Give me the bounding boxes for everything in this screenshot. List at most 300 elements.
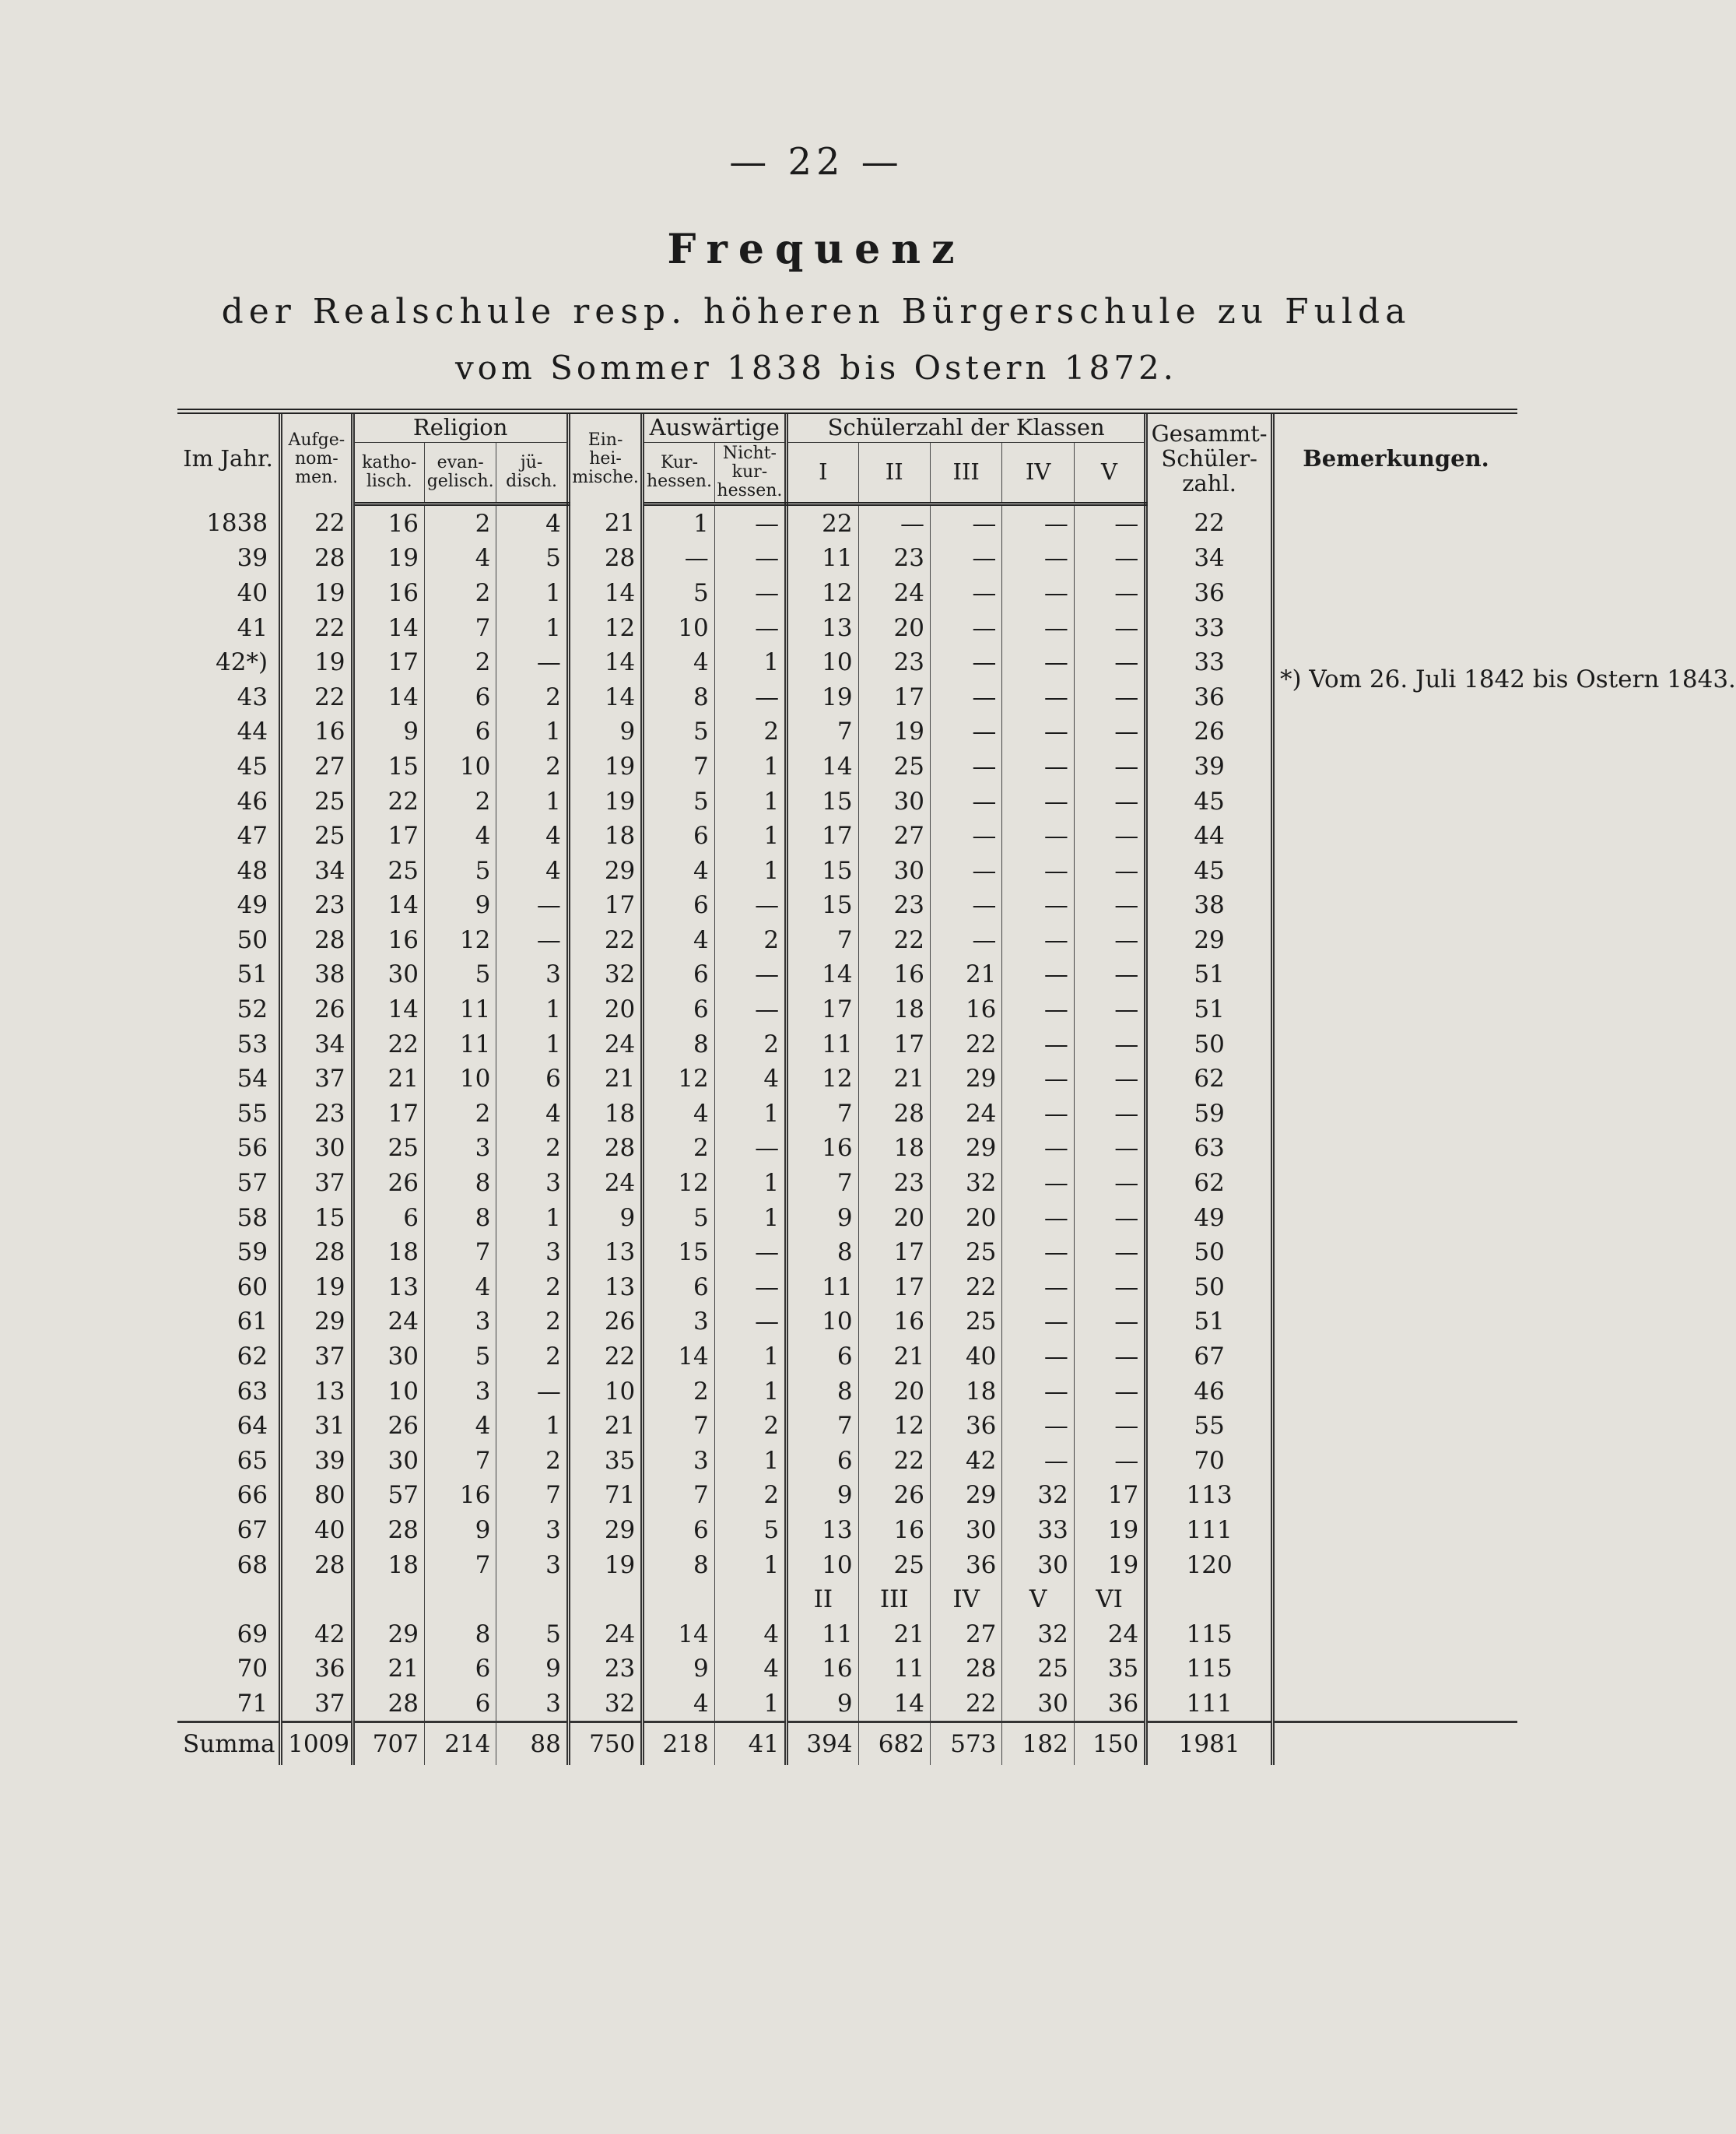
value-cell: 44 bbox=[1146, 819, 1273, 854]
value-cell: — bbox=[1074, 645, 1145, 680]
value-cell: — bbox=[1002, 645, 1074, 680]
value-cell: 36 bbox=[1146, 576, 1273, 611]
table-row bbox=[177, 1166, 1517, 1201]
value-cell: 23 bbox=[858, 888, 930, 923]
value-cell: — bbox=[1002, 1027, 1074, 1062]
value-cell: 22 bbox=[1146, 504, 1273, 541]
bemerkung-cell bbox=[1272, 1339, 1517, 1374]
page-number: — 22 — bbox=[729, 140, 903, 184]
value-cell: — bbox=[930, 541, 1001, 576]
table-row bbox=[177, 1409, 1517, 1444]
value-cell: 12 bbox=[568, 610, 642, 645]
value-cell: 37 bbox=[281, 1166, 352, 1201]
value-cell: 28 bbox=[352, 1686, 424, 1722]
table-row bbox=[177, 1062, 1517, 1097]
value-cell: 16 bbox=[352, 504, 424, 541]
value-cell: 1 bbox=[496, 1200, 568, 1235]
value-cell: 7 bbox=[787, 1409, 858, 1444]
class-label-5: VI bbox=[1074, 1582, 1145, 1617]
value-cell: 111 bbox=[1146, 1686, 1273, 1722]
value-cell: 3 bbox=[643, 1443, 714, 1478]
value-cell: — bbox=[714, 504, 786, 541]
value-cell: 19 bbox=[568, 1547, 642, 1582]
value-cell: 6 bbox=[424, 1651, 496, 1686]
value-cell: 17 bbox=[787, 819, 858, 854]
value-cell: 13 bbox=[568, 1270, 642, 1305]
value-cell: 1 bbox=[496, 714, 568, 749]
table-row bbox=[177, 714, 1517, 749]
table-row bbox=[177, 610, 1517, 645]
value-cell: 32 bbox=[930, 1166, 1001, 1201]
value-cell: 22 bbox=[281, 679, 352, 714]
value-cell: 21 bbox=[930, 957, 1001, 992]
value-cell: 9 bbox=[643, 1651, 714, 1686]
value-cell: 30 bbox=[858, 784, 930, 819]
table-row bbox=[177, 1235, 1517, 1270]
value-cell: — bbox=[496, 923, 568, 958]
value-cell: 4 bbox=[643, 853, 714, 888]
value-cell: — bbox=[930, 923, 1001, 958]
value-cell: 22 bbox=[930, 1027, 1001, 1062]
empty-cell bbox=[643, 1582, 714, 1617]
value-cell: 10 bbox=[424, 1062, 496, 1097]
value-cell: 28 bbox=[930, 1651, 1001, 1686]
value-cell: 9 bbox=[424, 888, 496, 923]
value-cell: 2 bbox=[643, 1131, 714, 1166]
year-cell: 64 bbox=[177, 1409, 281, 1444]
value-cell: 17 bbox=[568, 888, 642, 923]
header-auswaertige: Auswärtige bbox=[643, 412, 787, 443]
header-einheimische: Ein- hei- mische. bbox=[568, 412, 642, 504]
value-cell: 29 bbox=[1146, 923, 1273, 958]
value-cell: — bbox=[1074, 853, 1145, 888]
bemerkung-cell bbox=[1272, 1027, 1517, 1062]
value-cell: 36 bbox=[1074, 1686, 1145, 1722]
value-cell: 42 bbox=[930, 1443, 1001, 1478]
bemerkung-cell bbox=[1272, 576, 1517, 611]
bemerkung-cell bbox=[1272, 853, 1517, 888]
value-cell: 4 bbox=[496, 819, 568, 854]
value-cell: 2 bbox=[714, 1478, 786, 1513]
year-cell: 48 bbox=[177, 853, 281, 888]
value-cell: 1981 bbox=[1146, 1722, 1273, 1766]
value-cell: 2 bbox=[496, 749, 568, 784]
value-cell: 3 bbox=[424, 1374, 496, 1409]
value-cell: 22 bbox=[281, 610, 352, 645]
value-cell: 29 bbox=[930, 1062, 1001, 1097]
value-cell: 16 bbox=[787, 1651, 858, 1686]
value-cell: — bbox=[1074, 714, 1145, 749]
value-cell: 11 bbox=[424, 992, 496, 1027]
value-cell: 2 bbox=[714, 1409, 786, 1444]
value-cell: 88 bbox=[496, 1722, 568, 1766]
value-cell: 23 bbox=[568, 1651, 642, 1686]
bemerkung-1842: *) Vom 26. Juli 1842 bis Ostern 1843. bbox=[1279, 665, 1736, 694]
value-cell: 19 bbox=[281, 576, 352, 611]
value-cell: — bbox=[1074, 992, 1145, 1027]
value-cell: 4 bbox=[643, 923, 714, 958]
value-cell: — bbox=[930, 714, 1001, 749]
header-gesammt: Gesammt- Schüler- zahl. bbox=[1146, 412, 1273, 504]
value-cell: 51 bbox=[1146, 992, 1273, 1027]
value-cell: 40 bbox=[930, 1339, 1001, 1374]
value-cell: 573 bbox=[930, 1722, 1001, 1766]
bemerkung-cell bbox=[1272, 1686, 1517, 1722]
value-cell: 15 bbox=[281, 1200, 352, 1235]
value-cell: 9 bbox=[568, 714, 642, 749]
value-cell: 39 bbox=[1146, 749, 1273, 784]
year-cell: 59 bbox=[177, 1235, 281, 1270]
value-cell: 30 bbox=[858, 853, 930, 888]
value-cell: 12 bbox=[643, 1062, 714, 1097]
year-cell: 63 bbox=[177, 1374, 281, 1409]
value-cell: 8 bbox=[787, 1235, 858, 1270]
empty-cell bbox=[281, 1582, 352, 1617]
value-cell: 3 bbox=[496, 957, 568, 992]
value-cell: 5 bbox=[496, 1616, 568, 1651]
year-cell: 44 bbox=[177, 714, 281, 749]
summa-row bbox=[177, 1722, 1517, 1766]
value-cell: 14 bbox=[787, 749, 858, 784]
value-cell: — bbox=[1074, 749, 1145, 784]
table-row bbox=[177, 504, 1517, 541]
value-cell: — bbox=[714, 541, 786, 576]
value-cell: 7 bbox=[787, 923, 858, 958]
value-cell: 55 bbox=[1146, 1409, 1273, 1444]
value-cell: 59 bbox=[1146, 1097, 1273, 1132]
value-cell: — bbox=[1002, 853, 1074, 888]
value-cell: 2 bbox=[714, 923, 786, 958]
value-cell: — bbox=[930, 888, 1001, 923]
year-cell: 46 bbox=[177, 784, 281, 819]
bemerkung-cell bbox=[1272, 714, 1517, 749]
class-label-3: IV bbox=[930, 1582, 1001, 1617]
table-row bbox=[177, 1443, 1517, 1478]
table-row bbox=[177, 957, 1517, 992]
value-cell: — bbox=[930, 504, 1001, 541]
header-aufgenommen: Aufge- nom- men. bbox=[281, 412, 352, 504]
year-cell: 54 bbox=[177, 1062, 281, 1097]
frequency-table-body bbox=[177, 504, 1736, 1765]
bemerkung-cell bbox=[1272, 1409, 1517, 1444]
value-cell: — bbox=[1074, 1374, 1145, 1409]
value-cell: — bbox=[1002, 1409, 1074, 1444]
value-cell: 25 bbox=[930, 1304, 1001, 1339]
value-cell: 16 bbox=[352, 576, 424, 611]
table-row bbox=[177, 1304, 1517, 1339]
value-cell: 115 bbox=[1146, 1616, 1273, 1651]
value-cell: — bbox=[930, 645, 1001, 680]
value-cell: 111 bbox=[1146, 1513, 1273, 1548]
value-cell: 1 bbox=[496, 992, 568, 1027]
value-cell: 6 bbox=[643, 992, 714, 1027]
value-cell: 23 bbox=[281, 1097, 352, 1132]
value-cell: 18 bbox=[352, 1235, 424, 1270]
value-cell: 7 bbox=[787, 1166, 858, 1201]
table-row bbox=[177, 784, 1517, 819]
value-cell: 62 bbox=[1146, 1062, 1273, 1097]
value-cell: 2 bbox=[424, 784, 496, 819]
value-cell: 36 bbox=[1146, 679, 1273, 714]
bemerkung-cell bbox=[1272, 610, 1517, 645]
value-cell: — bbox=[1002, 714, 1074, 749]
value-cell: 15 bbox=[352, 749, 424, 784]
header-nichtkurhessen: Nicht- kur- hessen. bbox=[714, 442, 786, 504]
header-im-jahr: Im Jahr. bbox=[177, 412, 281, 504]
table-row bbox=[177, 1547, 1517, 1582]
value-cell: 7 bbox=[787, 714, 858, 749]
value-cell: 34 bbox=[281, 1027, 352, 1062]
table-row bbox=[177, 576, 1517, 611]
value-cell: 19 bbox=[281, 645, 352, 680]
value-cell: 12 bbox=[424, 923, 496, 958]
value-cell: 25 bbox=[858, 749, 930, 784]
value-cell: — bbox=[1002, 1097, 1074, 1132]
value-cell: 750 bbox=[568, 1722, 642, 1766]
value-cell: 19 bbox=[787, 679, 858, 714]
empty-cell bbox=[714, 1582, 786, 1617]
value-cell: 4 bbox=[714, 1062, 786, 1097]
value-cell: — bbox=[1002, 1270, 1074, 1305]
table-row bbox=[177, 1339, 1517, 1374]
value-cell: 22 bbox=[281, 504, 352, 541]
value-cell: 20 bbox=[568, 992, 642, 1027]
value-cell: — bbox=[1002, 504, 1074, 541]
value-cell: 6 bbox=[643, 888, 714, 923]
value-cell: 13 bbox=[352, 1270, 424, 1305]
value-cell: 11 bbox=[787, 1616, 858, 1651]
value-cell: 28 bbox=[281, 1547, 352, 1582]
value-cell: 14 bbox=[352, 679, 424, 714]
value-cell: 23 bbox=[858, 541, 930, 576]
value-cell: — bbox=[1074, 1166, 1145, 1201]
value-cell: 6 bbox=[787, 1339, 858, 1374]
value-cell: — bbox=[1002, 610, 1074, 645]
value-cell: 36 bbox=[930, 1409, 1001, 1444]
value-cell: 120 bbox=[1146, 1547, 1273, 1582]
value-cell: 3 bbox=[496, 1513, 568, 1548]
value-cell: 10 bbox=[787, 1547, 858, 1582]
table-row bbox=[177, 1686, 1517, 1722]
value-cell: 1 bbox=[714, 1339, 786, 1374]
value-cell: 6 bbox=[352, 1200, 424, 1235]
value-cell: 17 bbox=[858, 1027, 930, 1062]
value-cell: 19 bbox=[1074, 1513, 1145, 1548]
value-cell: — bbox=[1074, 1097, 1145, 1132]
value-cell: 6 bbox=[643, 1270, 714, 1305]
value-cell: 11 bbox=[787, 1270, 858, 1305]
frequency-table-wrap bbox=[177, 409, 1736, 1765]
value-cell: — bbox=[1074, 1131, 1145, 1166]
value-cell: 21 bbox=[858, 1062, 930, 1097]
value-cell: 18 bbox=[568, 1097, 642, 1132]
class-label-1: II bbox=[787, 1582, 858, 1617]
empty-cell bbox=[568, 1582, 642, 1617]
value-cell: 30 bbox=[352, 1339, 424, 1374]
value-cell: 1 bbox=[714, 1686, 786, 1722]
value-cell: 3 bbox=[424, 1304, 496, 1339]
value-cell: 2 bbox=[424, 1097, 496, 1132]
value-cell: 39 bbox=[281, 1443, 352, 1478]
value-cell: — bbox=[1002, 1131, 1074, 1166]
value-cell: 9 bbox=[496, 1651, 568, 1686]
value-cell: — bbox=[1074, 576, 1145, 611]
value-cell: 4 bbox=[424, 819, 496, 854]
value-cell: 27 bbox=[281, 749, 352, 784]
value-cell: — bbox=[930, 576, 1001, 611]
value-cell: 9 bbox=[568, 1200, 642, 1235]
value-cell: 26 bbox=[352, 1409, 424, 1444]
value-cell: — bbox=[1002, 784, 1074, 819]
value-cell: 70 bbox=[1146, 1443, 1273, 1478]
year-cell: 62 bbox=[177, 1339, 281, 1374]
value-cell: 25 bbox=[930, 1235, 1001, 1270]
value-cell: 9 bbox=[787, 1478, 858, 1513]
value-cell: 50 bbox=[1146, 1027, 1273, 1062]
table-row bbox=[177, 1478, 1517, 1513]
value-cell: 30 bbox=[352, 957, 424, 992]
value-cell: — bbox=[1074, 1270, 1145, 1305]
header-kurhessen: Kur- hessen. bbox=[643, 442, 714, 504]
value-cell: — bbox=[1074, 679, 1145, 714]
value-cell: 63 bbox=[1146, 1131, 1273, 1166]
value-cell: 2 bbox=[496, 1443, 568, 1478]
value-cell: 14 bbox=[568, 679, 642, 714]
value-cell: 6 bbox=[424, 1686, 496, 1722]
value-cell: 25 bbox=[281, 819, 352, 854]
value-cell: — bbox=[1002, 1062, 1074, 1097]
value-cell: 10 bbox=[643, 610, 714, 645]
empty-cell bbox=[496, 1582, 568, 1617]
value-cell: 38 bbox=[281, 957, 352, 992]
value-cell: — bbox=[1074, 1235, 1145, 1270]
value-cell: 1 bbox=[714, 1097, 786, 1132]
value-cell: 1 bbox=[496, 610, 568, 645]
value-cell: 21 bbox=[352, 1651, 424, 1686]
value-cell: 13 bbox=[281, 1374, 352, 1409]
value-cell: 3 bbox=[424, 1131, 496, 1166]
value-cell: 21 bbox=[568, 504, 642, 541]
value-cell: 5 bbox=[496, 541, 568, 576]
value-cell: 21 bbox=[568, 1062, 642, 1097]
value-cell: 19 bbox=[568, 784, 642, 819]
value-cell: 10 bbox=[787, 1304, 858, 1339]
value-cell: — bbox=[643, 541, 714, 576]
empty-cell bbox=[352, 1582, 424, 1617]
value-cell: 8 bbox=[424, 1616, 496, 1651]
value-cell: 24 bbox=[352, 1304, 424, 1339]
value-cell: — bbox=[1074, 1339, 1145, 1374]
value-cell: 2 bbox=[714, 1027, 786, 1062]
value-cell: — bbox=[714, 576, 786, 611]
value-cell: — bbox=[1074, 504, 1145, 541]
value-cell: 19 bbox=[858, 714, 930, 749]
header-class-2: II bbox=[858, 442, 930, 504]
value-cell: 22 bbox=[568, 1339, 642, 1374]
value-cell: 4 bbox=[714, 1651, 786, 1686]
value-cell: 3 bbox=[496, 1235, 568, 1270]
value-cell: 45 bbox=[1146, 853, 1273, 888]
value-cell: 25 bbox=[1002, 1651, 1074, 1686]
value-cell: 7 bbox=[424, 1443, 496, 1478]
value-cell: 16 bbox=[352, 923, 424, 958]
value-cell: 6 bbox=[424, 714, 496, 749]
value-cell: 1 bbox=[496, 784, 568, 819]
value-cell: 1 bbox=[496, 1027, 568, 1062]
value-cell: 31 bbox=[281, 1409, 352, 1444]
value-cell: 6 bbox=[643, 957, 714, 992]
table-row bbox=[177, 1200, 1517, 1235]
value-cell: 8 bbox=[643, 1547, 714, 1582]
value-cell: 22 bbox=[352, 1027, 424, 1062]
header-class-4: IV bbox=[1002, 442, 1074, 504]
value-cell: 29 bbox=[568, 1513, 642, 1548]
value-cell: 21 bbox=[858, 1339, 930, 1374]
value-cell: 7 bbox=[496, 1478, 568, 1513]
value-cell: 4 bbox=[643, 1686, 714, 1722]
value-cell: 394 bbox=[787, 1722, 858, 1766]
year-cell: 71 bbox=[177, 1686, 281, 1722]
value-cell: 7 bbox=[424, 1547, 496, 1582]
value-cell: 34 bbox=[1146, 541, 1273, 576]
value-cell: — bbox=[714, 957, 786, 992]
value-cell: 7 bbox=[643, 1409, 714, 1444]
value-cell: 26 bbox=[568, 1304, 642, 1339]
value-cell: 8 bbox=[643, 679, 714, 714]
value-cell: 9 bbox=[352, 714, 424, 749]
value-cell: 7 bbox=[424, 1235, 496, 1270]
value-cell: 28 bbox=[281, 1235, 352, 1270]
value-cell: 21 bbox=[858, 1616, 930, 1651]
value-cell: 8 bbox=[643, 1027, 714, 1062]
value-cell: 3 bbox=[496, 1686, 568, 1722]
value-cell: 15 bbox=[787, 888, 858, 923]
value-cell: 51 bbox=[1146, 957, 1273, 992]
value-cell: 3 bbox=[643, 1304, 714, 1339]
value-cell: 7 bbox=[787, 1097, 858, 1132]
bemerkung-cell bbox=[1272, 784, 1517, 819]
value-cell: 25 bbox=[858, 1547, 930, 1582]
value-cell: 14 bbox=[568, 645, 642, 680]
value-cell: — bbox=[1074, 1200, 1145, 1235]
bemerkung-cell bbox=[1272, 1547, 1517, 1582]
value-cell: 36 bbox=[281, 1651, 352, 1686]
value-cell: 32 bbox=[568, 957, 642, 992]
bemerkung-cell bbox=[1272, 1235, 1517, 1270]
value-cell: 15 bbox=[787, 853, 858, 888]
value-cell: 1 bbox=[714, 749, 786, 784]
value-cell: 22 bbox=[352, 784, 424, 819]
bemerkung-cell bbox=[1272, 1200, 1517, 1235]
value-cell: — bbox=[1074, 1443, 1145, 1478]
value-cell: 26 bbox=[281, 992, 352, 1027]
value-cell: — bbox=[1002, 819, 1074, 854]
value-cell: — bbox=[1074, 1027, 1145, 1062]
value-cell: — bbox=[1002, 749, 1074, 784]
year-cell: 1838 bbox=[177, 504, 281, 541]
value-cell: 1 bbox=[496, 1409, 568, 1444]
value-cell: 17 bbox=[352, 819, 424, 854]
value-cell: 26 bbox=[352, 1166, 424, 1201]
value-cell: 29 bbox=[352, 1616, 424, 1651]
table-row bbox=[177, 1513, 1517, 1548]
table-row bbox=[177, 1616, 1517, 1651]
value-cell: — bbox=[930, 749, 1001, 784]
value-cell: 51 bbox=[1146, 1304, 1273, 1339]
value-cell: 5 bbox=[643, 1200, 714, 1235]
value-cell: 22 bbox=[568, 923, 642, 958]
year-cell: 40 bbox=[177, 576, 281, 611]
